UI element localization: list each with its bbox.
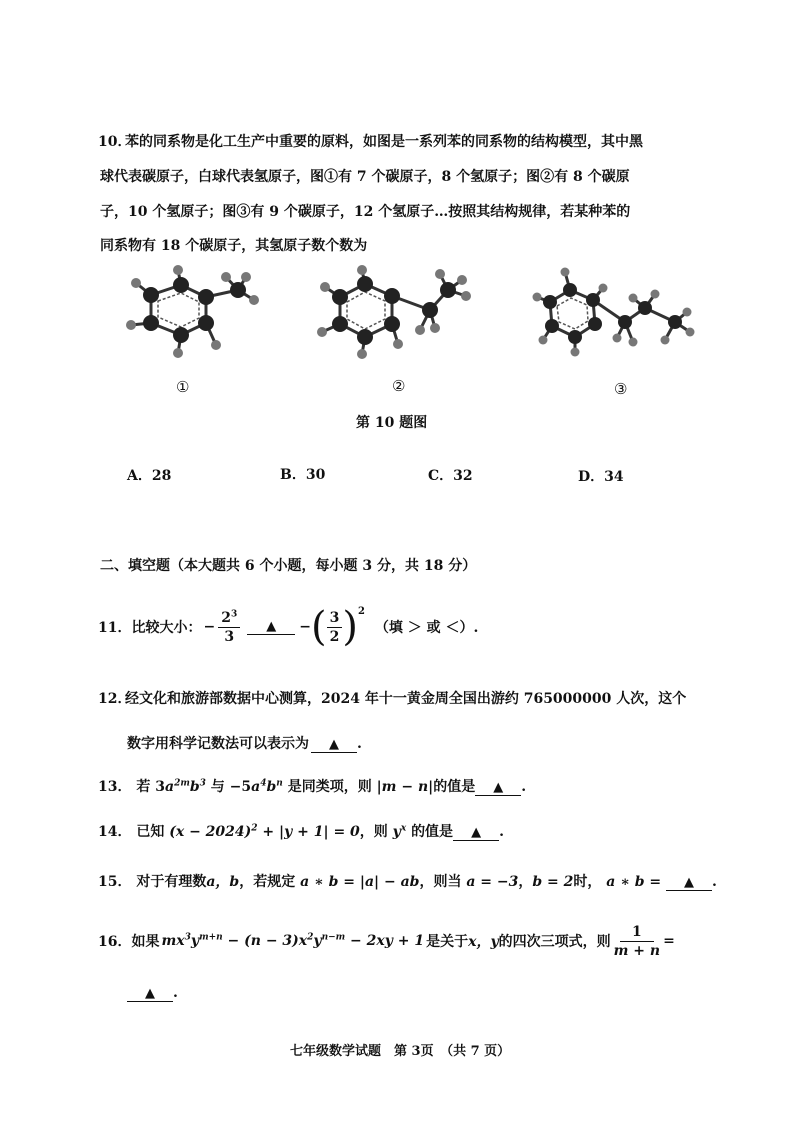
q16-polynomial: $mx^3y^{m+n} - (n - 3)x^2y^{n-m} - 2xy + 1$ <box>161 932 425 949</box>
q11-suffix: （填 ＞ 或 ＜）. <box>374 620 479 636</box>
q14-text-c: 的值是 <box>411 824 454 840</box>
q11-left-paren: ( <box>310 604 327 650</box>
figure-label-2: ② <box>392 377 406 395</box>
q13-text-c: 是同类项，则 <box>287 779 372 795</box>
molecule-figure-1 <box>96 265 266 360</box>
molecule-figure-2 <box>300 262 480 362</box>
q15-text-d: ， <box>518 874 533 890</box>
q15-text-a: 对于有理数 <box>136 874 207 890</box>
q14-number: 14． <box>98 824 132 840</box>
q15-vars: a，b <box>206 874 240 890</box>
q15-text-b: ，若规定 <box>239 874 296 890</box>
q15-a-value: a = −3 <box>466 874 519 890</box>
q15-end: . <box>712 874 717 890</box>
q10-number: 10． <box>98 134 132 150</box>
q16-frac-denominator: m + n <box>613 942 661 959</box>
q11-exponent: 2 <box>357 606 365 617</box>
q16-fraction <box>614 923 660 960</box>
q13-text-d: 的值是 <box>433 779 476 795</box>
q14-row <box>98 821 504 841</box>
q13-end: . <box>521 779 527 795</box>
q13-number: 13． <box>98 779 132 795</box>
q16-vars: x，y <box>468 934 499 950</box>
q11-answer-blank[interactable]: ▲ <box>247 620 295 635</box>
q11-fraction-1 <box>218 609 240 646</box>
q10-text-line2: 球代表碳原子，白球代表氢原子，图①有 7 个碳原子，8 个氢原子；图②有 8 个碳原 <box>100 169 630 185</box>
q15-expr: a ∗ b = <box>606 874 662 890</box>
q12-number: 12． <box>98 691 132 707</box>
q16-text-c: 的四次三项式，则 <box>498 934 611 950</box>
q12-text-line1: 经文化和旅游部数据中心测算，2024 年十一黄金周全国出游约 765000000 人次，这个 <box>125 691 687 707</box>
q10-text-line1: 苯的同系物是化工生产中重要的原料，如图是一系列苯的同系物的结构模型，其中黑 <box>125 134 643 150</box>
q13-answer-blank[interactable]: ▲ <box>475 781 521 796</box>
option-a: A．28 <box>127 468 172 484</box>
q10-text-line4: 同系物有 18 个碳原子，其氢原子数个数为 <box>100 238 368 254</box>
q15-b-value: b = 2 <box>532 874 574 890</box>
q12-text-line2: 数字用科学记数法可以表示为 <box>127 736 309 752</box>
q11-frac1-numerator: 2 <box>221 609 231 626</box>
q11-number: 11． <box>98 620 132 636</box>
option-d: D．34 <box>578 469 624 485</box>
q11-frac2-denominator: 2 <box>329 628 340 645</box>
q15-number: 15． <box>98 874 132 890</box>
q14-power: $y^x$ <box>392 823 407 840</box>
q13-term2: $a^4b^n$ <box>251 778 283 795</box>
q11-row <box>98 602 478 652</box>
q16-row <box>98 918 675 964</box>
figure-label-1: ① <box>176 378 190 396</box>
q13-text-a: 若 3 <box>136 779 165 795</box>
q14-text-b: ，则 <box>359 824 388 840</box>
q12-end: . <box>357 736 362 752</box>
q16-end: . <box>173 985 178 1001</box>
option-b: B．30 <box>280 467 326 483</box>
q14-end: . <box>499 824 504 840</box>
q16-number: 16． <box>98 934 132 950</box>
q11-minus2: − <box>299 619 311 635</box>
q11-frac2-numerator: 3 <box>327 609 343 628</box>
q11-frac1-exponent: 3 <box>230 608 238 619</box>
q14-text-a: 已知 <box>136 824 165 840</box>
q16-text-b: 是关于 <box>426 934 469 950</box>
option-c: C．32 <box>428 468 473 484</box>
q13-term1: $a^{2m}b^3$ <box>164 778 206 795</box>
figure-label-3: ③ <box>614 380 628 398</box>
q16-frac-numerator: 1 <box>620 923 654 942</box>
q15-row <box>98 871 717 891</box>
q12-line2 <box>127 733 362 753</box>
q16-answer-row <box>127 985 178 1002</box>
q15-answer-blank[interactable]: ▲ <box>666 876 712 891</box>
q14-equation: $(x - 2024)^2 + |y + 1| = 0$ <box>169 823 360 840</box>
q11-right-paren: ) <box>342 604 358 650</box>
section-title: 二、填空题（本大题共 6 个小题，每小题 3 分，共 18 分） <box>100 558 477 574</box>
q15-text-e: 时， <box>573 874 602 890</box>
q11-frac1-denominator: 3 <box>224 628 235 645</box>
molecule-figure-3 <box>515 262 705 362</box>
figure-caption: 第 10 题图 <box>356 415 428 431</box>
q14-answer-blank[interactable]: ▲ <box>453 826 499 841</box>
q13-abs-expr: |m − n| <box>376 779 434 795</box>
q11-fraction-2 <box>327 609 343 646</box>
q16-equals: = <box>663 933 675 949</box>
q11-minus: − <box>203 619 216 635</box>
q11-prefix: 比较大小： <box>131 620 202 636</box>
q10-text-line3: 子，10 个氢原子；图③有 9 个碳原子，12 个氢原子…按照其结构规律，若某种苯的 <box>100 204 631 220</box>
q15-text-c: ，则当 <box>419 874 462 890</box>
q16-text-a: 如果 <box>131 934 160 950</box>
q13-text-b: 与 −5 <box>210 779 252 795</box>
page-footer: 七年级数学试题 第 3页 （共 7 页） <box>290 1044 511 1059</box>
q13-row <box>98 776 526 796</box>
q15-definition: a ∗ b = |a| − ab <box>300 874 420 890</box>
q16-answer-blank[interactable]: ▲ <box>127 987 173 1002</box>
q12-answer-blank[interactable]: ▲ <box>311 738 357 753</box>
